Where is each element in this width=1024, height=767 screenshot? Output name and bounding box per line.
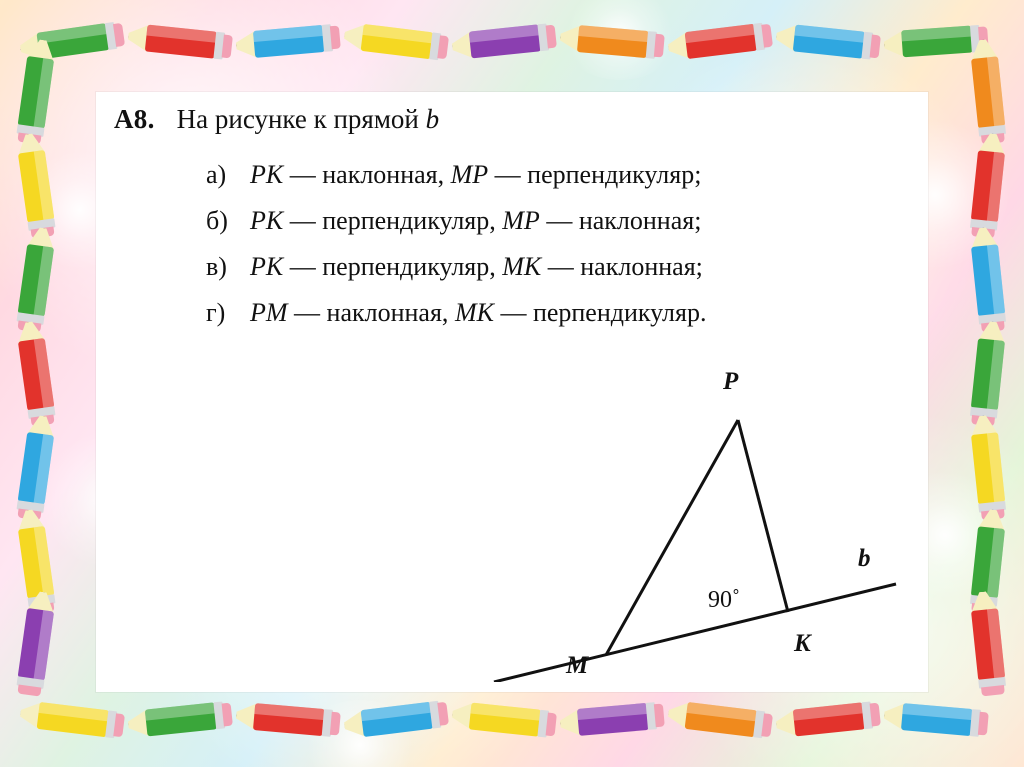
pencil-icon bbox=[883, 702, 989, 738]
pencil-icon bbox=[15, 320, 56, 427]
question-header bbox=[114, 104, 439, 135]
pencil-icon bbox=[127, 701, 233, 739]
pencil-icon bbox=[235, 24, 341, 60]
pencil-icon bbox=[15, 226, 56, 333]
pencil-icon bbox=[969, 414, 1007, 520]
pencil-icon bbox=[775, 23, 881, 61]
pencil-icon bbox=[343, 700, 450, 739]
option-body-b: PK — перпендикуляр, MP — наклонная; bbox=[250, 206, 702, 235]
figure-svg bbox=[426, 362, 906, 682]
pencil-icon bbox=[667, 700, 774, 739]
point-label-m: M bbox=[566, 652, 589, 679]
line-label-b: b bbox=[858, 545, 871, 572]
pencil-icon bbox=[15, 414, 56, 521]
option-body-g: PM — наклонная, MK — перпендикуляр. bbox=[250, 298, 707, 327]
option-body-v: PK — перпендикуляр, MK — наклонная; bbox=[250, 252, 703, 281]
option-letter-g: г) bbox=[206, 298, 226, 327]
answer-option-v[interactable] bbox=[206, 252, 906, 282]
pencil-icon bbox=[451, 23, 557, 61]
answer-options-list bbox=[206, 160, 906, 344]
pencil-icon bbox=[559, 702, 665, 738]
pencil-icon bbox=[235, 702, 341, 738]
content-card bbox=[96, 92, 928, 692]
option-body-a: PK — наклонная, MP — перпендикуляр; bbox=[250, 160, 702, 189]
line-b bbox=[494, 584, 896, 682]
question-number: A8. bbox=[114, 104, 155, 134]
pencil-icon bbox=[667, 22, 774, 61]
option-letter-a: а) bbox=[206, 160, 227, 189]
pencil-icon bbox=[969, 320, 1007, 426]
segment-pk bbox=[738, 420, 788, 612]
segment-mp bbox=[606, 420, 738, 655]
question-text: На рисунке к прямой b bbox=[176, 104, 440, 134]
answer-option-b[interactable] bbox=[206, 206, 906, 236]
point-label-k: K bbox=[794, 630, 811, 657]
pencil-icon bbox=[19, 700, 126, 739]
pencil-icon bbox=[775, 701, 881, 739]
answer-option-g[interactable] bbox=[206, 298, 906, 328]
answer-option-a[interactable] bbox=[206, 160, 906, 190]
pencil-icon bbox=[969, 38, 1007, 144]
point-label-p: P bbox=[723, 368, 739, 395]
pencil-icon bbox=[559, 24, 665, 60]
angle-label-90: 90˚ bbox=[708, 587, 740, 613]
pencil-icon bbox=[969, 132, 1007, 238]
geometry-figure bbox=[426, 362, 906, 682]
pencil-icon bbox=[127, 23, 233, 61]
option-letter-b: б) bbox=[206, 206, 228, 235]
option-letter-v: в) bbox=[206, 252, 227, 281]
pencil-icon bbox=[451, 701, 557, 739]
pencil-icon bbox=[969, 590, 1007, 696]
pencil-icon bbox=[15, 590, 56, 697]
pencil-icon bbox=[15, 132, 56, 239]
pencil-icon bbox=[343, 22, 450, 61]
line-name-b: b bbox=[425, 104, 440, 134]
pencil-icon bbox=[969, 226, 1007, 332]
